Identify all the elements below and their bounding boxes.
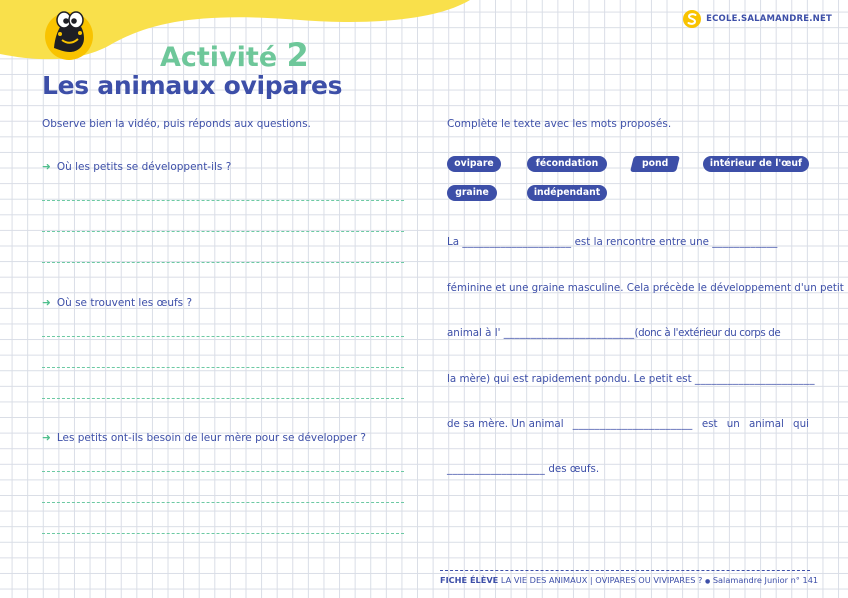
arrow-right-icon: ➜ [42, 297, 51, 309]
fill-text-line-3 [447, 327, 809, 339]
question-2 [42, 297, 192, 309]
blank-field[interactable]: __________________ [447, 463, 546, 475]
fill-text-line-4 [447, 373, 815, 385]
footer-topic: LA VIE DES ANIMAUX | OVIPARES OU VIVIPARES ? [500, 575, 703, 585]
word-chip-fecondation[interactable]: fécondation [527, 156, 607, 172]
blank-field[interactable]: ____________ [712, 236, 778, 248]
text-segment: des œufs. [548, 463, 600, 475]
blank-field[interactable]: ______________________ [694, 373, 815, 385]
answer-line[interactable] [42, 200, 404, 201]
word-chip-graine[interactable]: graine [447, 185, 497, 201]
footer-divider [440, 570, 810, 571]
question-3 [42, 432, 366, 444]
footer [440, 575, 818, 585]
answer-line[interactable] [42, 262, 404, 263]
answer-line[interactable] [42, 336, 404, 337]
question-2-text: Où se trouvent les œufs ? [56, 297, 193, 309]
salamandre-logo-icon [683, 10, 701, 28]
footer-issue: Salamandre Junior n° 141 [712, 575, 819, 585]
activity-heading [160, 36, 309, 74]
text-segment: animal à l' [447, 327, 501, 339]
page-title: Les animaux ovipares [42, 71, 343, 100]
fill-text-line-2: féminine et une graine masculine. Cela précède le développement d'un petit [447, 282, 844, 294]
word-chip-pond[interactable] [630, 156, 680, 172]
fill-text-line-5 [447, 418, 809, 430]
answer-line[interactable] [42, 398, 404, 399]
blank-field[interactable]: ____________________ [462, 236, 572, 248]
text-segment: La [447, 236, 460, 248]
fill-text-line-6 [447, 463, 809, 475]
brand-header[interactable] [683, 10, 832, 28]
activity-number: 2 [286, 36, 309, 74]
word-chip-pond-label: pond [641, 158, 669, 169]
word-chip-independant[interactable]: indépendant [527, 185, 607, 201]
answer-line[interactable] [42, 231, 404, 232]
text-segment: animal [748, 418, 784, 430]
text-segment: de sa mère. Un animal [447, 418, 564, 430]
question-1 [42, 161, 231, 173]
text-segment: est [701, 418, 718, 430]
text-segment: un [726, 418, 740, 430]
brand-url: ECOLE.SALAMANDRE.NET [706, 14, 832, 24]
text-segment: (donc à l'extérieur du corps de [634, 327, 781, 339]
question-3-text: Les petits ont-ils besoin de leur mère pour se développer ? [56, 432, 366, 444]
word-chip-ovipare[interactable]: ovipare [447, 156, 501, 172]
text-segment: qui [793, 418, 809, 430]
arrow-right-icon: ➜ [42, 161, 51, 173]
left-instruction: Observe bien la vidéo, puis réponds aux questions. [42, 118, 311, 130]
text-segment: la mère) qui est rapidement pondu. Le petit est [447, 373, 692, 385]
activity-word: Activité [160, 42, 278, 73]
answer-line[interactable] [42, 367, 404, 368]
text-segment: est la rencontre entre une [574, 236, 709, 248]
arrow-right-icon: ➜ [42, 432, 51, 444]
blank-field[interactable]: ______________________ [572, 418, 693, 430]
fill-text-line-1 [447, 236, 809, 248]
answer-line[interactable] [42, 502, 404, 503]
answer-line[interactable] [42, 471, 404, 472]
salamander-mascot-icon [40, 6, 98, 60]
word-chip-interieur-oeuf[interactable]: intérieur de l'œuf [703, 156, 809, 172]
blank-field[interactable]: ________________________ [503, 327, 635, 339]
answer-line[interactable] [42, 533, 404, 534]
right-instruction: Complète le texte avec les mots proposés. [447, 118, 672, 130]
question-1-text: Où les petits se développent-ils ? [56, 161, 232, 173]
footer-bullet: ● [704, 578, 711, 585]
footer-label: FICHE ÉLÈVE [440, 575, 499, 585]
